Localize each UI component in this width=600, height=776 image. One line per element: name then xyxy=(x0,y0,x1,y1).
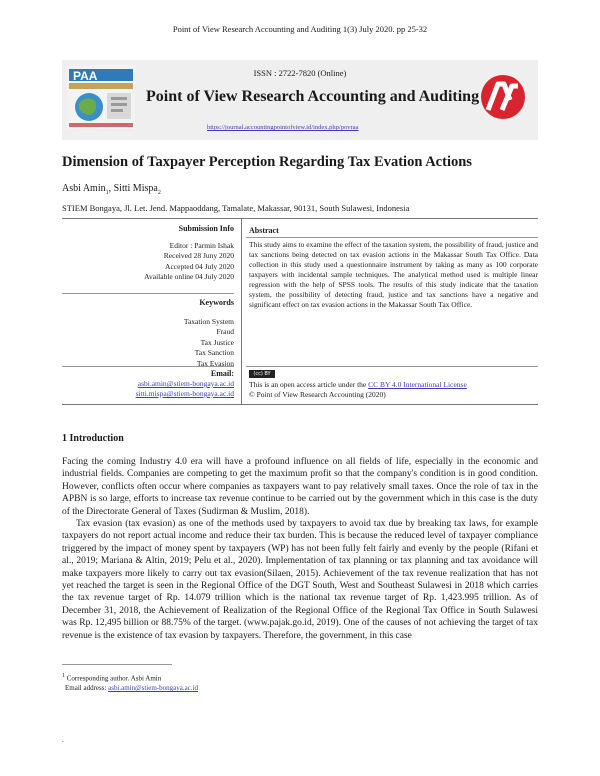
submission-editor: Editor : Parmin Ishak xyxy=(169,240,234,250)
affiliation: STIEM Bongaya, Jl. Let. Jend. Mappaoddang, Tamalate, Makassar, 90131, South Sulawesi, Indonesia xyxy=(62,203,410,213)
paragraph: Facing the coming Industry 4.0 era will have a profound influence on all fields of life, especially in the economic and industrial fields. Companies are competing to get the maximum profit so that the company's condition is in good condition. However, conflicts often occur where companies as taxpayers want to pay relatively small taxes. Once the role of tax in the APBN is so large, efforts to increase tax revenue continue to be carried out by the government which in this case is the duty of the Directorate General of Taxes (Sudirman & Muslim, 2018). xyxy=(62,457,538,517)
journal-logo-right-icon xyxy=(480,74,526,120)
section-heading: 1 Introduction xyxy=(62,433,124,444)
abstract-text: This study aims to examine the effect of the taxation system, the possibility of fraud, justice and tax sanctions being detected on tax evasion actions in the Makassar South Tax Office. Data collection in this study used a questionnaire instrument by taking as many as 100 corporate taxpayers with incidental sample techniques. The analytical method used is multiple linear regression with the help of SPSS tools. The results of this study indicate that the taxation system, the possibility of detecting fraud, justice and tax sanctions have a negative and significant effect on tax evasion actions in the Makassar South Tax Office. xyxy=(249,240,538,309)
keyword-item: Taxation System xyxy=(183,316,234,326)
submission-online: Available online 04 July 2020 xyxy=(144,272,234,281)
email-link[interactable]: sitti.mispa@stiem-bongaya.ac.id xyxy=(135,389,234,398)
info-column-divider xyxy=(241,218,242,404)
license-rule xyxy=(246,366,538,367)
info-rule-bottom xyxy=(62,404,538,405)
license-notice xyxy=(249,380,538,400)
license-prefix: This is an open access article under the xyxy=(249,380,369,389)
license-copyright: © Point of View Research Accounting (2020) xyxy=(249,390,386,399)
author-list xyxy=(62,183,161,196)
footnote-corresponding: Corresponding author. Asbi Amin xyxy=(65,674,162,683)
email-block xyxy=(62,369,234,399)
keyword-item: Fraud xyxy=(216,327,234,336)
submission-received: Received 28 Juny 2020 xyxy=(163,251,234,260)
paragraph: Tax evasion (tax evasion) as one of the methods used by taxpayers to avoid tax due by breaking tax laws, for example taxpayers do not report actual income and reduce their tax burden. This is because the reduced level of taxpayer compliance triggered by the impact of money spent by taxpayers (WP) has not been fully felt fairly and evenly by the people (Rifani et al., 2019; Mariana & Altin, 2019; Pelu et al., 2020). Implementation of tax planning or tax planning and tax avoidance will make taxpayers more likely to carry out tax evasion(Silaen, 2015). Achievement of the tax revenue realization that has not yet reached the target is seen in the Regional Office of the DGT South, West and Southeast Sulawesi in 2018 which carries the tax revenue target of Rp. 14.079 trillion which is the national tax revenue target of Rp. 1,423.995 trillion. As of December 31, 2018, the Achievement of Realization of the Regional Office of the Regional Tax Office in South Sulawesi was Rp. 12,495 billion or 88.75% of the target. (www.pajak.go.id, 2019). One of the causes of not achieving the target of tax revenue is the existence of tax evasion by taxpayers. Therefore, the government, in this case xyxy=(62,519,538,641)
license-link[interactable]: CC BY 4.0 International License xyxy=(368,380,467,389)
keywords-block xyxy=(62,298,234,369)
info-rule xyxy=(62,293,234,294)
footnote-mark: 1 xyxy=(62,673,65,679)
submission-info xyxy=(62,224,234,283)
email-link[interactable]: asbi.amin@stiem-bongaya.ac.id xyxy=(137,379,234,388)
author-mark: 1 xyxy=(105,190,109,196)
journal-url-link[interactable]: https://journal.accountingpointofview.id/index.php/povraa xyxy=(207,124,359,131)
footnote-email-label: Email address: xyxy=(65,684,109,693)
submission-accepted: Accepted 04 July 2020 xyxy=(165,261,234,271)
section-body xyxy=(62,456,538,642)
keywords-heading: Keywords xyxy=(199,298,234,307)
footnote-email-link[interactable]: asbi.amin@stiem-bongaya.ac.id xyxy=(108,684,198,693)
logo-left-letters: PAA xyxy=(73,69,98,83)
journal-logo-right xyxy=(480,74,526,120)
abstract-rule xyxy=(246,237,538,238)
page-mark: . xyxy=(62,736,64,744)
abstract-heading: Abstract xyxy=(249,226,279,235)
cc-by-badge-icon: (cc) BY xyxy=(249,370,275,378)
keyword-item: Tax Justice xyxy=(200,337,234,347)
paper-title: Dimension of Taxpayer Perception Regarding Tax Evation Actions xyxy=(62,154,472,170)
journal-title: Point of View Research Accounting and Auditing xyxy=(146,88,480,105)
journal-header xyxy=(62,60,538,140)
running-head: Point of View Research Accounting and Auditing 1(3) July 2020. pp 25-32 xyxy=(172,24,428,34)
keyword-item: Tax Sanction xyxy=(194,348,234,357)
info-rule-top xyxy=(62,218,538,219)
keyword-item: Tax Evasion xyxy=(196,358,234,368)
info-rule xyxy=(62,366,234,367)
email-heading: Email: xyxy=(210,369,234,378)
submission-heading: Submission Info xyxy=(178,224,234,233)
author-name: Asbi Amin xyxy=(62,183,106,194)
journal-issn: ISSN : 2722-7820 (Online) xyxy=(253,68,347,78)
footnote xyxy=(62,671,198,693)
author-name: , Sitti Mispa xyxy=(108,183,158,194)
author-mark: 2 xyxy=(157,190,161,196)
footnote-rule xyxy=(62,664,172,665)
